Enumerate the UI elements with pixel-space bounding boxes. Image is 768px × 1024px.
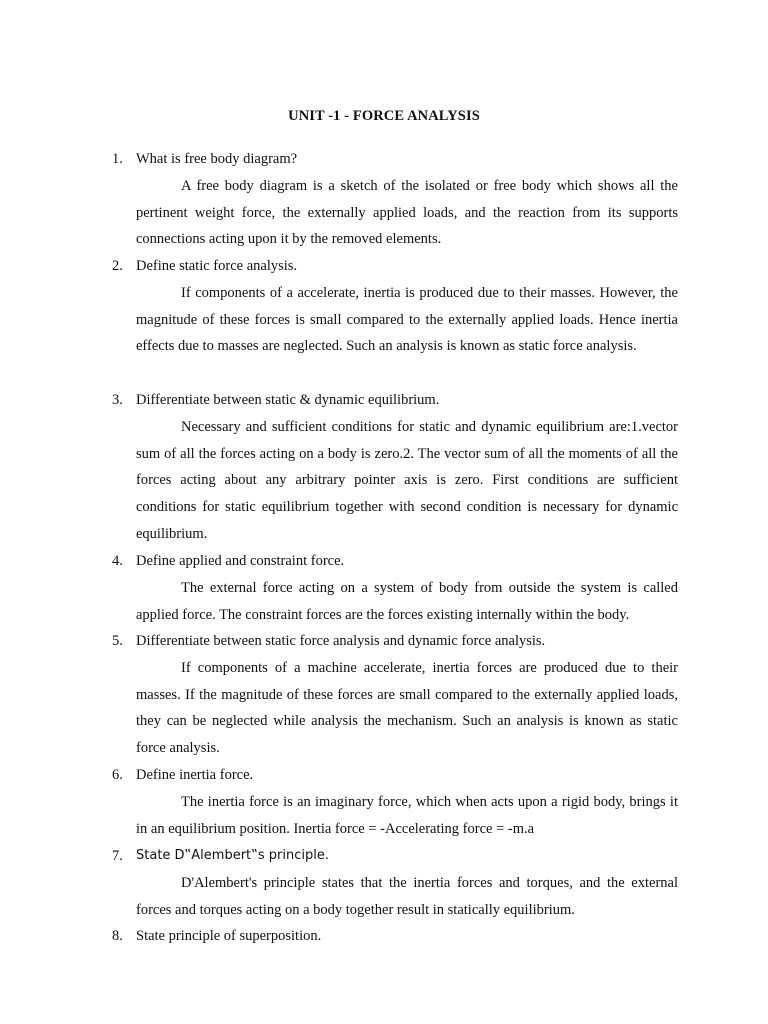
question-text: State D‟Alembert‟s principle.: [136, 848, 329, 863]
question-text: What is free body diagram?: [136, 151, 298, 167]
question-number: 7.: [112, 848, 123, 864]
question-text: Define static force analysis.: [136, 258, 298, 274]
answer-text-2: If components of a accelerate, inertia is produced due to their masses. However, the magnitude of these forces is small compared to the externally applied loads. Hence inertia effects due to masses are neglected. Such an analysis is known as static force analysis.: [136, 285, 678, 355]
answer-text-6: The inertia force is an imaginary force, which when acts upon a rigid body, brings it in an equilibrium position. Inertia force = -Accelerating force = -m.a: [136, 794, 678, 837]
answer-text-7: D'Alembert's principle states that the inertia forces and torques, and the external forces and torques acting on a body together result in statically equilibrium.: [136, 875, 678, 918]
question-text: Define applied and constraint force.: [136, 553, 345, 569]
question-text: Define inertia force.: [136, 767, 254, 783]
page-title: UNIT -1 - FORCE ANALYSIS: [288, 108, 480, 124]
answer-text-1: A free body diagram is a sketch of the isolated or free body which shows all the pertinent weight force, the externally applied loads, and the reaction from its supports connections acting upon it by the removed elements.: [136, 178, 678, 248]
answer-text-5: If components of a machine accelerate, inertia forces are produced due to their masses. If the magnitude of these forces are small compared to the externally applied loads, they can be neglected while analysis the mechanism. Such an analysis is known as static force analysis.: [136, 660, 678, 757]
question-number: 1.: [112, 151, 123, 167]
question-text: Differentiate between static force analysis and dynamic force analysis.: [136, 633, 546, 649]
question-number: 4.: [112, 553, 123, 569]
answer-text-3: Necessary and sufficient conditions for static and dynamic equilibrium are:1.vector sum of all the forces acting on a body is zero.2. The vector sum of all the moments of all the forces acting about any arbitrary pointer axis is zero. First conditions are sufficient conditions for static equilibrium together with second condition is necessary for dynamic equilibrium.: [136, 419, 678, 542]
question-number: 5.: [112, 633, 123, 649]
question-text: State principle of superposition.: [136, 928, 322, 944]
question-text: Differentiate between static & dynamic equilibrium.: [136, 392, 440, 408]
question-number: 2.: [112, 258, 123, 274]
question-number: 3.: [112, 392, 123, 408]
answer-text-4: The external force acting on a system of body from outside the system is called applied force. The constraint forces are the forces existing internally within the body.: [136, 580, 678, 623]
question-number: 6.: [112, 767, 123, 783]
question-number: 8.: [112, 928, 123, 944]
